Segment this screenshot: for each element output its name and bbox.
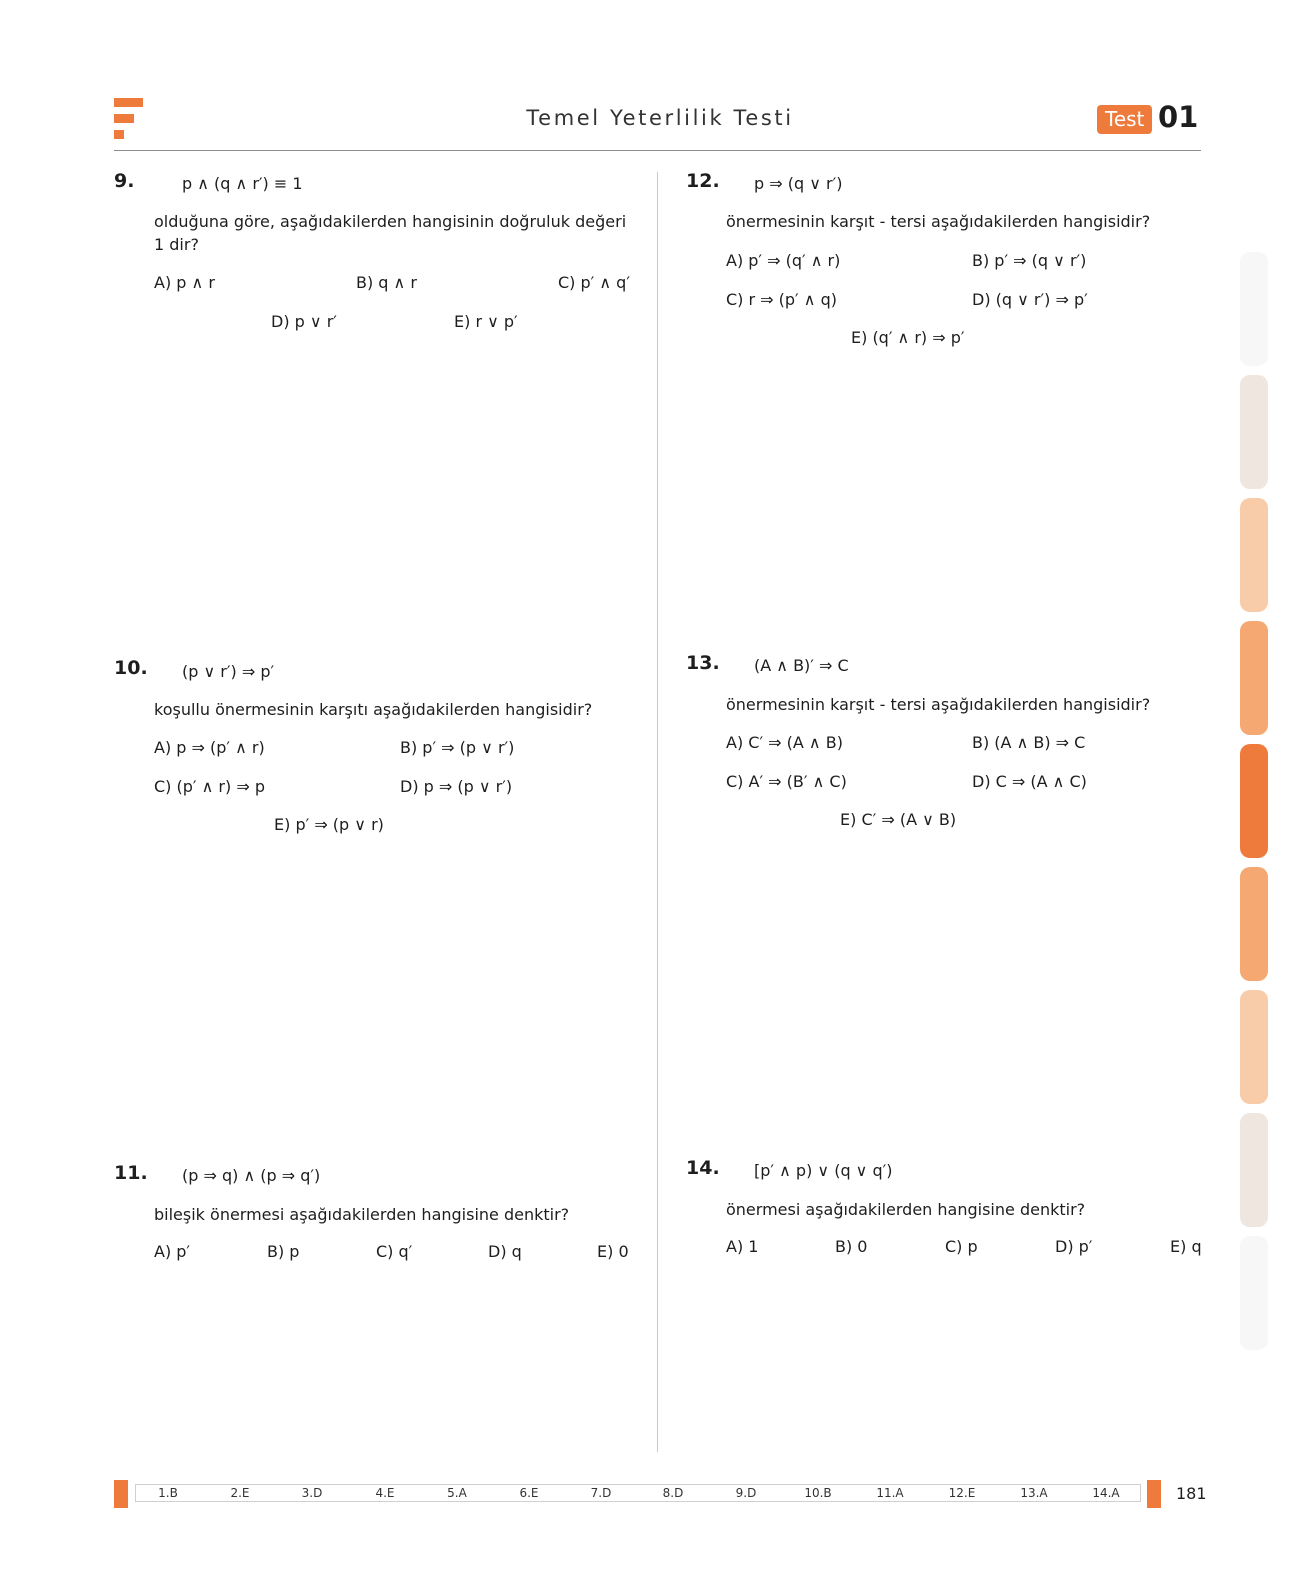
question-stem: bileşik önermesi aşağıdakilerden hangisine denktir? [154,1205,570,1224]
question-number: 10. [114,657,148,679]
option-e[interactable]: E) C′ ⇒ (A ∨ B) [840,810,957,829]
option-d[interactable]: D) C ⇒ (A ∧ C) [972,772,1087,791]
option-d[interactable]: D) p ⇒ (p ∨ r′) [400,777,513,796]
answer-key-item: 5.A [447,1486,467,1500]
test-label-badge: Test [1097,105,1152,134]
answer-key-left-marker [114,1480,128,1508]
question-expression: [p′ ∧ p) ∨ (q ∨ q′) [754,1161,893,1180]
question-number: 9. [114,170,135,192]
side-tab[interactable] [1240,990,1268,1104]
question-stem: önermesinin karşıt - tersi aşağıdakilerden hangisidir? [726,695,1151,714]
side-tab[interactable] [1240,621,1268,735]
option-b[interactable]: B) p′ ⇒ (p ∨ r′) [400,738,515,757]
page-number: 181 [1176,1484,1207,1503]
side-tab[interactable] [1240,1236,1268,1350]
option-c[interactable]: C) A′ ⇒ (B′ ∧ C) [726,772,847,791]
answer-key-item: 2.E [230,1486,250,1500]
option-e[interactable]: E) 0 [597,1242,629,1261]
option-e[interactable]: E) p′ ⇒ (p ∨ r) [274,815,384,834]
answer-key-item: 1.B [158,1486,178,1500]
option-d[interactable]: D) p′ [1055,1237,1093,1256]
side-tab-active[interactable] [1240,744,1268,858]
publisher-logo [114,98,144,138]
answer-key-item: 12.E [948,1486,976,1500]
option-e[interactable]: E) r ∨ p′ [454,312,518,331]
question-expression: p ⇒ (q ∨ r′) [754,174,843,193]
header-divider [114,150,1201,151]
option-d[interactable]: D) q [488,1242,522,1261]
side-tab[interactable] [1240,867,1268,981]
question-expression: (p ∨ r′) ⇒ p′ [182,662,275,681]
side-tab[interactable] [1240,1113,1268,1227]
answer-key-item: 11.A [876,1486,904,1500]
option-a[interactable]: A) p ∧ r [154,273,215,292]
option-a[interactable]: A) p′ [154,1242,191,1261]
side-tab[interactable] [1240,252,1268,366]
column-divider [657,172,658,1452]
option-b[interactable]: B) p′ ⇒ (q ∨ r′) [972,251,1087,270]
option-a[interactable]: A) p ⇒ (p′ ∧ r) [154,738,265,757]
question-expression: (A ∧ B)′ ⇒ C [754,656,849,675]
question-number: 13. [686,652,720,674]
answer-key-right-marker [1147,1480,1161,1508]
option-b[interactable]: B) 0 [835,1237,868,1256]
option-c[interactable]: C) q′ [376,1242,413,1261]
answer-key-item: 14.A [1092,1486,1120,1500]
answer-key-item: 3.D [301,1486,323,1500]
answer-key-item: 10.B [804,1486,832,1500]
option-b[interactable]: B) q ∧ r [356,273,417,292]
option-c[interactable]: C) r ⇒ (p′ ∧ q) [726,290,837,309]
option-d[interactable]: D) p ∨ r′ [271,312,337,331]
question-expression: p ∧ (q ∧ r′) ≡ 1 [182,174,303,193]
option-a[interactable]: A) C′ ⇒ (A ∧ B) [726,733,843,752]
question-number: 12. [686,170,720,192]
option-a[interactable]: A) 1 [726,1237,759,1256]
question-expression: (p ⇒ q) ∧ (p ⇒ q′) [182,1166,321,1185]
question-stem: olduğuna göre, aşağıdakilerden hangisinin doğruluk değeri 1 dir? [154,212,627,254]
page-title: Temel Yeterlilik Testi [526,106,794,130]
option-b[interactable]: B) p [267,1242,300,1261]
option-a[interactable]: A) p′ ⇒ (q′ ∧ r) [726,251,841,270]
question-stem: koşullu önermesinin karşıtı aşağıdakilerden hangisidir? [154,700,593,719]
option-e[interactable]: E) (q′ ∧ r) ⇒ p′ [851,328,965,347]
test-number: 01 [1158,100,1199,134]
question-stem: önermesi aşağıdakilerden hangisine denktir? [726,1200,1086,1219]
answer-key-item: 4.E [375,1486,395,1500]
question-stem: önermesinin karşıt - tersi aşağıdakilerden hangisidir? [726,212,1151,231]
answer-key-item: 9.D [735,1486,757,1500]
answer-key-item: 13.A [1020,1486,1048,1500]
side-tab[interactable] [1240,375,1268,489]
side-tab[interactable] [1240,498,1268,612]
question-number: 14. [686,1157,720,1179]
question-number: 11. [114,1162,148,1184]
option-c[interactable]: C) p [945,1237,978,1256]
option-e[interactable]: E) q [1170,1237,1202,1256]
option-b[interactable]: B) (A ∧ B) ⇒ C [972,733,1086,752]
option-d[interactable]: D) (q ∨ r′) ⇒ p′ [972,290,1088,309]
option-c[interactable]: C) p′ ∧ q′ [558,273,630,292]
option-c[interactable]: C) (p′ ∧ r) ⇒ p [154,777,265,796]
answer-key-item: 8.D [662,1486,684,1500]
answer-key-item: 6.E [519,1486,539,1500]
answer-key-item: 7.D [590,1486,612,1500]
